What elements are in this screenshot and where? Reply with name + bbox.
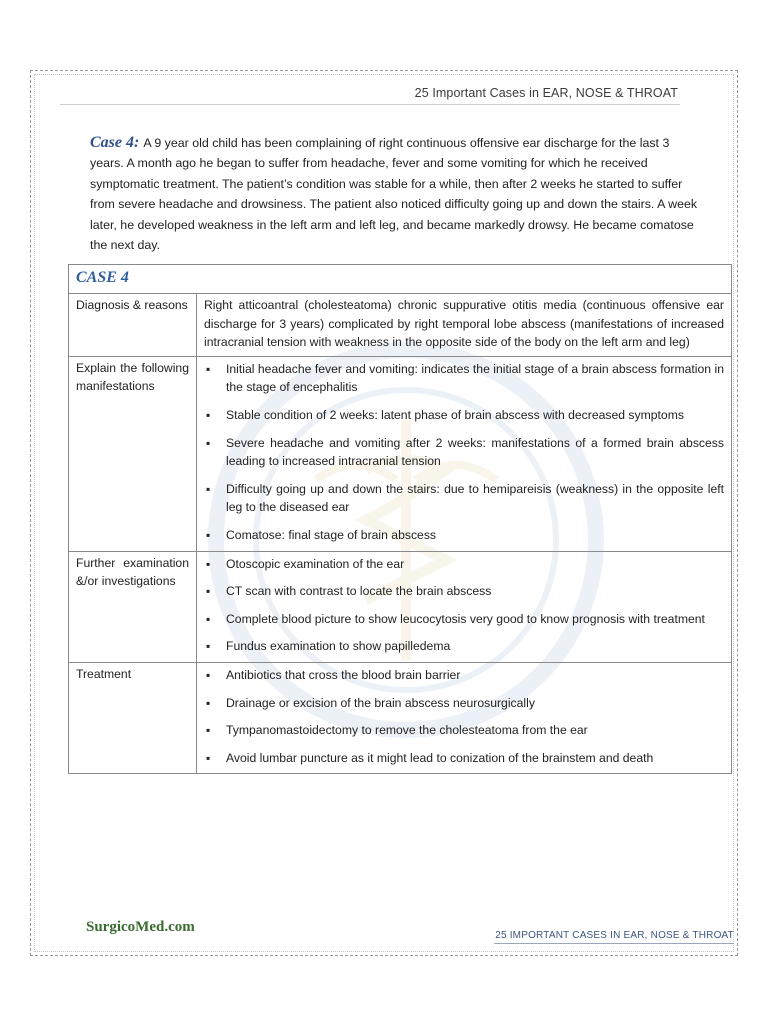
list-item [204,360,724,397]
list-item [204,582,724,601]
bullet-icon: ▪ [206,407,211,422]
case-intro [90,133,702,255]
list-item [204,434,724,471]
list-item-text: Initial headache fever and vomiting: indicates the initial stage of a brain abscess formation in the stage of encephalitis [226,361,724,395]
table-row [69,356,732,551]
table-row [69,551,732,662]
list-item [204,526,724,545]
list-item-text: Tympanomastoidectomy to remove the cholesteatoma from the ear [226,723,588,738]
bullet-icon: ▪ [206,556,211,571]
bullet-icon: ▪ [206,639,211,654]
list-item [204,406,724,425]
list-item-text: Stable condition of 2 weeks: latent phase of brain abscess with decreased symptoms [226,407,684,422]
row-label: Explain the following manifestations [69,356,197,551]
row-content [197,662,732,773]
footer-divider [494,943,734,944]
header-divider [60,104,680,105]
bullet-list [204,555,724,656]
case-table [68,264,732,774]
row-content [197,551,732,662]
header-title: 25 Important Cases in EAR, NOSE & THROAT [414,86,678,100]
list-item [204,749,724,768]
list-item-text: Difficulty going up and down the stairs: due to hemipareisis (weakness) in the opposite left leg to the diseased ear [226,481,724,515]
list-item [204,555,724,574]
list-item [204,637,724,656]
list-item-text: CT scan with contrast to locate the brain abscess [226,584,492,599]
list-item-text: Complete blood picture to show leucocytosis very good to know prognosis with treatment [226,611,705,626]
bullet-icon: ▪ [206,584,211,599]
bullet-list [204,360,724,545]
bullet-icon: ▪ [206,611,211,626]
list-item [204,666,724,685]
bullet-list [204,666,724,767]
list-item-text: Antibiotics that cross the blood brain barrier [226,667,461,682]
bullet-icon: ▪ [206,695,211,710]
list-item-text: Otoscopic examination of the ear [226,556,405,571]
list-item-text: Drainage or excision of the brain abscess neurosurgically [226,695,535,710]
row-label: Further examination &/or investigations [69,551,197,662]
list-item [204,480,724,517]
bullet-icon: ▪ [206,723,211,738]
bullet-icon: ▪ [206,361,211,376]
list-item-text: Severe headache and vomiting after 2 weeks: manifestations of a formed brain abscess leading to increased intracranial tension [226,435,724,469]
case-label: Case 4: [90,134,140,151]
list-item [204,694,724,713]
bullet-icon: ▪ [206,750,211,765]
list-item [204,721,724,740]
bullet-icon: ▪ [206,481,211,496]
list-item-text: Comatose: final stage of brain abscess [226,527,437,542]
bullet-icon: ▪ [206,527,211,542]
list-item [204,610,724,629]
case-table-title-row [69,265,732,294]
list-item-text: Avoid lumbar puncture as it might lead to conization of the brainstem and death [226,750,654,765]
case-intro-text: A 9 year old child has been complaining of right continuous offensive ear discharge for the last 3 years. A month ago he began to suffer from headache, fever and some vomiting for which he received symptomatic treatment. The patient’s condition was stable for a while, then after 2 weeks he started to suffer from severe headache and drowsiness. The patient also noticed difficulty going up and down the stairs. A week later, he developed weakness in the left arm and left leg, and became markedly drowsy. He became comatose the next day. [90,136,698,253]
table-row [69,662,732,773]
footer-title: 25 IMPORTANT CASES IN EAR, NOSE & THROAT [495,930,734,941]
list-item-text: Fundus examination to show papilledema [226,639,451,654]
case-table-title: CASE 4 [69,265,732,294]
row-content: Right atticoantral (cholesteatoma) chronic suppurative otitis media (continuous offensive ear discharge for 3 years) complicated by right temporal lobe abscess (manifestations of increased intracranial tension with weakness in the opposite side of the body on the left arm and leg) [197,294,732,357]
row-label: Treatment [69,662,197,773]
footer-brand: SurgicoMed.com [86,919,195,935]
bullet-icon: ▪ [206,667,211,682]
bullet-icon: ▪ [206,435,211,450]
row-content [197,356,732,551]
table-row [69,294,732,357]
row-label: Diagnosis & reasons [69,294,197,357]
